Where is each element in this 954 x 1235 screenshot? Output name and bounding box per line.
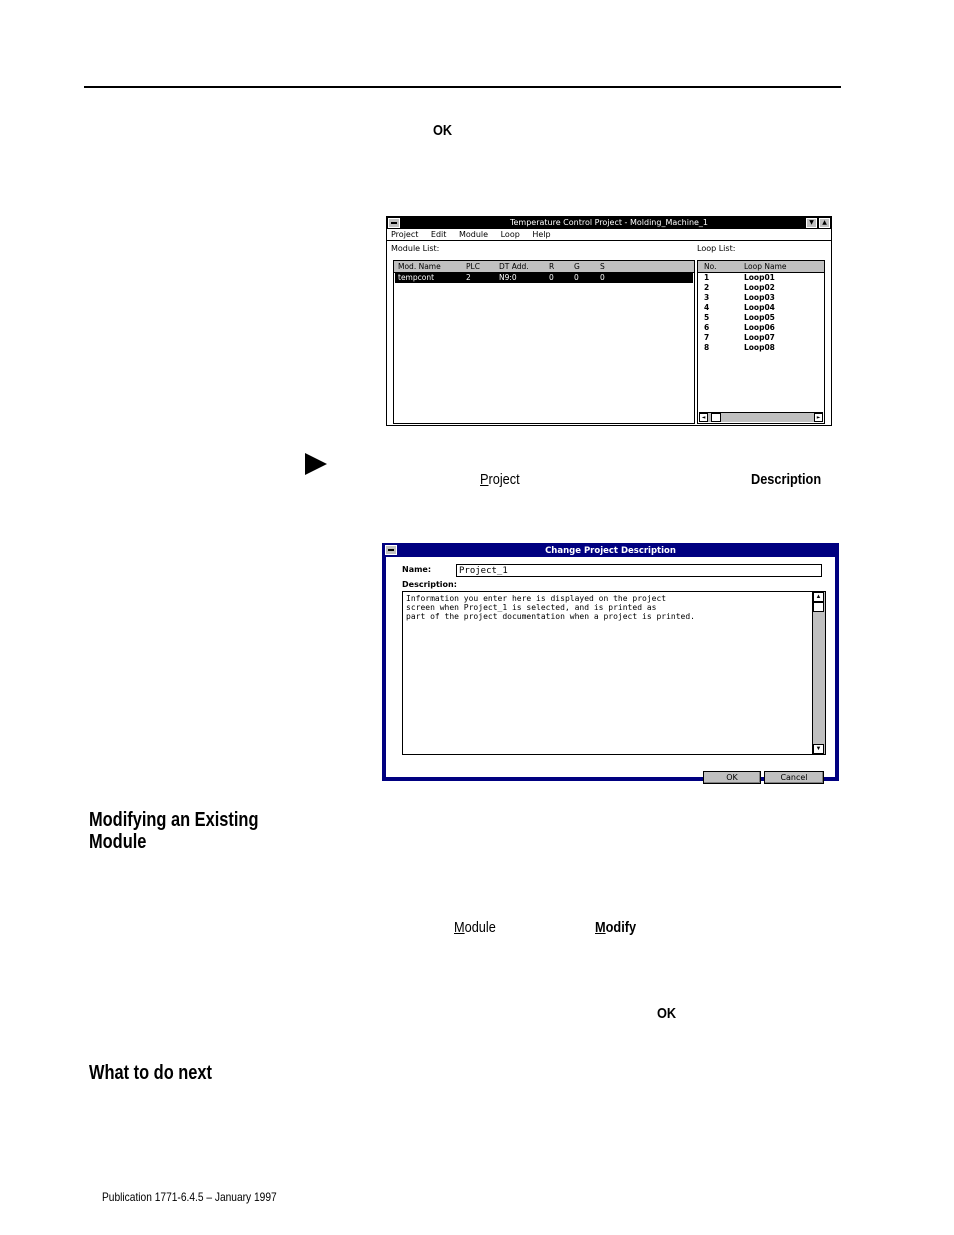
loop-no: 4 <box>704 303 710 312</box>
system-menu-icon[interactable] <box>388 218 400 228</box>
loop-row[interactable] <box>698 273 824 283</box>
project-window-title: Temperature Control Project - Molding_Machine_1 <box>509 218 709 227</box>
dialog-system-menu-icon[interactable] <box>385 545 397 555</box>
ok-button[interactable]: OK <box>703 771 761 784</box>
maximize-icon[interactable]: ▲ <box>819 218 830 228</box>
modify-heading <box>89 809 258 853</box>
menu-edit[interactable]: Edit <box>430 230 447 239</box>
loop-no: 8 <box>704 343 710 352</box>
publication-footer: Publication 1771-6.4.5 – January 1997 <box>102 1190 277 1204</box>
modify-heading-line2: Module <box>89 831 147 853</box>
scroll-thumb[interactable] <box>711 413 721 422</box>
change-description-dialog <box>382 543 839 781</box>
loop-row[interactable] <box>698 303 824 313</box>
ok-text-2: OK <box>657 1005 677 1022</box>
scroll-right-icon[interactable]: ► <box>814 413 823 422</box>
module-row-selected[interactable] <box>395 273 693 283</box>
step-menu-word <box>480 471 520 488</box>
loop-no: 3 <box>704 293 710 302</box>
cell-mod-name: tempcont <box>398 273 435 282</box>
next-heading: What to do next <box>89 1062 212 1084</box>
loop-list-header <box>698 261 824 273</box>
loop-row[interactable] <box>698 313 824 323</box>
menu-help[interactable]: Help <box>532 230 551 239</box>
menu-divider <box>387 240 831 241</box>
cancel-button[interactable]: Cancel <box>764 771 824 784</box>
loop-name: Loop07 <box>744 333 775 342</box>
menu-module[interactable]: Module <box>458 230 489 239</box>
cell-dt-add: N9:0 <box>499 273 517 282</box>
loop-row[interactable] <box>698 293 824 303</box>
loop-name: Loop05 <box>744 313 775 322</box>
ok-text: OK <box>433 122 453 139</box>
loop-row[interactable] <box>698 283 824 293</box>
step-menu-first-letter: P <box>480 471 489 488</box>
col-dt-add: DT Add. <box>499 262 529 271</box>
scroll-thumb[interactable] <box>813 602 824 612</box>
modify-menu-word: Module <box>454 919 496 936</box>
loop-no: 5 <box>704 313 710 322</box>
dialog-titlebar <box>384 545 837 557</box>
loop-list[interactable] <box>697 260 825 424</box>
loop-name: Loop04 <box>744 303 775 312</box>
step-menu-rest: roject <box>488 471 520 488</box>
description-label: Description: <box>402 580 457 589</box>
menu-project[interactable]: Project <box>391 230 419 239</box>
loop-no: 7 <box>704 333 710 342</box>
step-arrow-icon <box>305 453 327 475</box>
cell-s: 0 <box>600 273 605 282</box>
module-list-label: Module List: <box>391 244 440 253</box>
cell-plc: 2 <box>466 273 471 282</box>
cell-r: 0 <box>549 273 554 282</box>
module-list-header <box>394 261 694 273</box>
col-loop-name: Loop Name <box>744 262 787 271</box>
step-command: Description <box>751 471 822 488</box>
name-label: Name: <box>402 565 432 574</box>
module-list[interactable] <box>393 260 695 424</box>
project-window <box>386 216 832 426</box>
project-window-titlebar <box>387 217 831 229</box>
loop-no: 1 <box>704 273 710 282</box>
scroll-up-icon[interactable]: ▲ <box>813 592 824 602</box>
col-no: No. <box>704 262 717 271</box>
col-plc: PLC <box>466 262 480 271</box>
loop-row[interactable] <box>698 343 824 353</box>
name-field[interactable]: Project_1 <box>456 564 822 577</box>
loop-list-label: Loop List: <box>697 244 736 253</box>
loop-no: 6 <box>704 323 710 332</box>
description-vscroll[interactable] <box>812 592 825 754</box>
loop-row[interactable] <box>698 323 824 333</box>
description-field[interactable] <box>402 591 826 755</box>
col-mod-name: Mod. Name <box>398 262 441 271</box>
scroll-left-icon[interactable]: ◄ <box>699 413 708 422</box>
loop-no: 2 <box>704 283 710 292</box>
menu-bar <box>391 230 831 240</box>
loop-name: Loop02 <box>744 283 775 292</box>
loop-row[interactable] <box>698 333 824 343</box>
col-s: S <box>600 262 605 271</box>
col-g: G <box>574 262 580 271</box>
dialog-title: Change Project Description <box>545 546 676 556</box>
loop-name: Loop06 <box>744 323 775 332</box>
loop-name: Loop03 <box>744 293 775 302</box>
header-rule <box>84 86 841 88</box>
col-r: R <box>549 262 555 271</box>
loop-list-hscroll[interactable] <box>699 412 823 422</box>
loop-name: Loop08 <box>744 343 775 352</box>
menu-loop[interactable]: Loop <box>500 230 520 239</box>
modify-heading-line1: Modifying an Existing <box>89 809 259 831</box>
loop-name: Loop01 <box>744 273 775 282</box>
minimize-icon[interactable]: ▼ <box>806 218 817 228</box>
dialog-body <box>386 557 835 782</box>
modify-command: Modify <box>595 919 637 936</box>
description-text: Information you enter here is displayed on the project screen when Project_1 is selected, and is printed as part of the project documentation when a project is printed. <box>406 594 695 621</box>
cell-g: 0 <box>574 273 579 282</box>
scroll-down-icon[interactable]: ▼ <box>813 744 824 754</box>
